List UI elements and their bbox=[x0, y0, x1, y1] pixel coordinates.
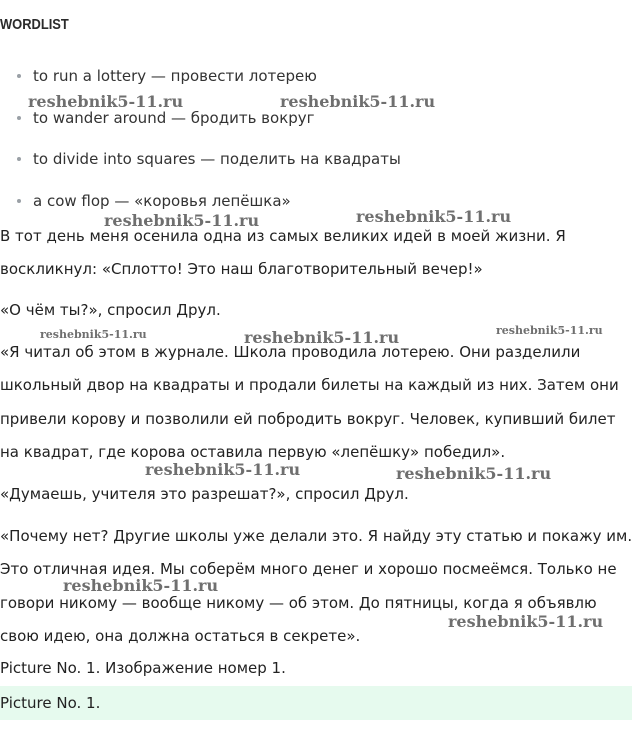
caption-bar bbox=[0, 686, 632, 720]
bullet-icon bbox=[17, 74, 21, 78]
watermark: reshebnik5-11.ru bbox=[104, 211, 260, 230]
story-line: школьный двор на квадраты и продали билеты на каждый из них. Затем они bbox=[0, 376, 619, 394]
watermark: reshebnik5-11.ru bbox=[28, 92, 184, 111]
wordlist-item-text: to divide into squares — поделить на квадраты bbox=[33, 150, 401, 168]
wordlist-item-text: to wander around — бродить вокруг bbox=[33, 109, 315, 127]
story-line: говори никому — вообще никому — об этом. До пятницы, когда я объявлю bbox=[0, 594, 597, 612]
wordlist-item bbox=[17, 66, 617, 86]
story-line: «Я читал об этом в журнале. Школа проводила лотерею. Они разделили bbox=[0, 343, 581, 361]
watermark: reshebnik5-11.ru bbox=[63, 576, 219, 595]
bullet-icon bbox=[17, 116, 21, 120]
wordlist-item bbox=[17, 191, 617, 211]
watermark: reshebnik5-11.ru bbox=[396, 464, 552, 483]
story-line: свою идею, она должна остаться в секрете». bbox=[0, 627, 361, 645]
story-line: В тот день меня осенила одна из самых великих идей в моей жизни. Я bbox=[0, 227, 566, 245]
story-line: «Думаешь, учителя это разрешат?», спросил Друл. bbox=[0, 485, 409, 503]
watermark: reshebnik5-11.ru bbox=[145, 460, 301, 479]
watermark: reshebnik5-11.ru bbox=[244, 328, 400, 347]
watermark: reshebnik5-11.ru bbox=[356, 207, 512, 226]
wordlist-item-text: a cow flop — «коровья лепёшка» bbox=[33, 192, 291, 210]
wordlist-item bbox=[17, 149, 617, 169]
story-line: Это отличная идея. Мы соберём много денег и хорошо посмеёмся. Только не bbox=[0, 560, 617, 578]
watermark: reshebnik5-11.ru bbox=[496, 324, 603, 337]
wordlist-item-text: to run a lottery — провести лотерею bbox=[33, 67, 317, 85]
picture-label: Picture No. 1. Изображение номер 1. bbox=[0, 659, 286, 677]
story-line: привели корову и позволили ей побродить вокруг. Человек, купивший билет bbox=[0, 410, 616, 428]
story-line: воскликнул: «Сплотто! Это наш благотворительный вечер!» bbox=[0, 260, 483, 278]
story-line: «О чём ты?», спросил Друл. bbox=[0, 301, 221, 319]
watermark: reshebnik5-11.ru bbox=[448, 612, 604, 631]
picture-caption: Picture No. 1. bbox=[0, 694, 101, 712]
watermark: reshebnik5-11.ru bbox=[40, 328, 147, 341]
story-line: на квадрат, где корова оставила первую «лепёшку» победил». bbox=[0, 443, 506, 461]
bullet-icon bbox=[17, 199, 21, 203]
story-line: «Почему нет? Другие школы уже делали это. Я найду эту статью и покажу им. bbox=[0, 527, 632, 545]
wordlist-item bbox=[17, 108, 617, 128]
watermark: reshebnik5-11.ru bbox=[280, 92, 436, 111]
wordlist-title: WORDLIST bbox=[0, 16, 69, 33]
bullet-icon bbox=[17, 157, 21, 161]
